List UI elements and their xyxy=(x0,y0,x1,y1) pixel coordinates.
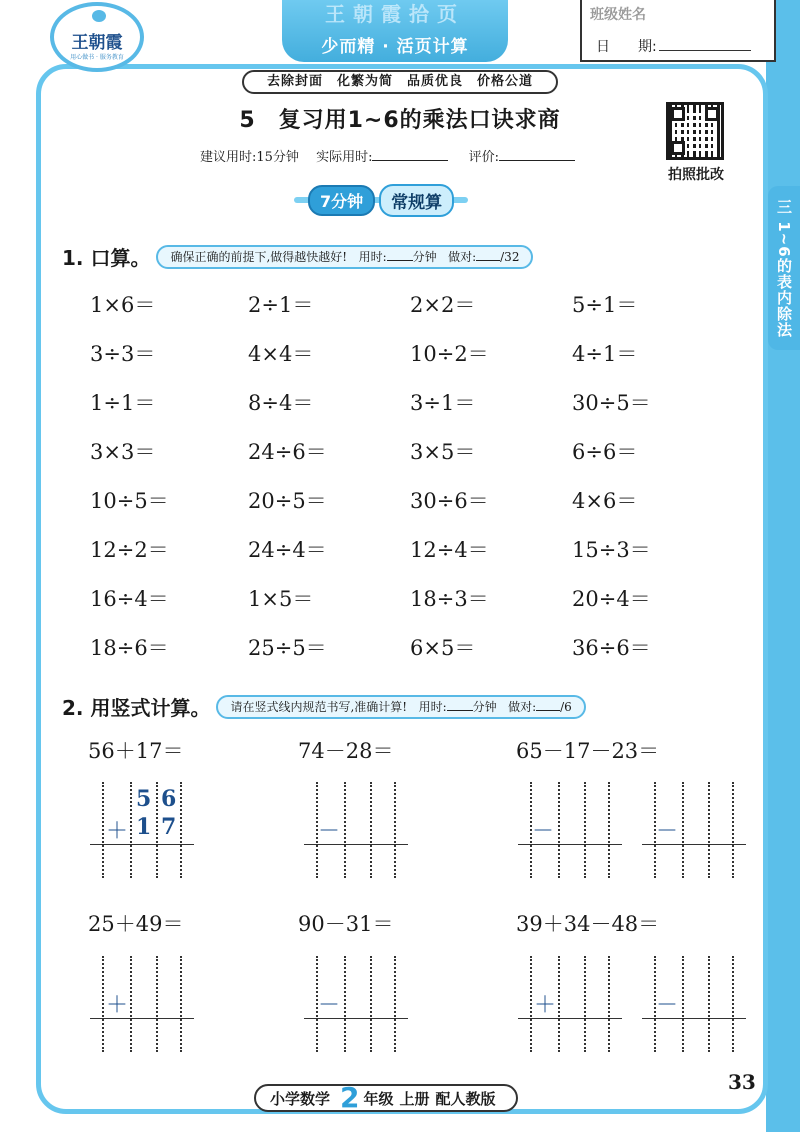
actual-time-blank[interactable] xyxy=(372,149,448,161)
mental-math-problem[interactable]: 1×5＝ xyxy=(248,587,314,611)
vertical-problem: 39＋34－48＝ xyxy=(516,912,660,936)
mental-math-problem[interactable]: 18÷3＝ xyxy=(410,587,489,611)
badge-time: 7分钟 xyxy=(308,185,375,216)
mental-math-problem[interactable]: 6÷6＝ xyxy=(572,440,638,464)
footer-edition: 配人教版 xyxy=(435,1089,496,1108)
time-unit: 分钟 xyxy=(412,249,437,264)
mental-math-problem[interactable]: 2×2＝ xyxy=(410,293,476,317)
mental-math-problem[interactable]: 18÷6＝ xyxy=(90,636,169,660)
qr-code-icon[interactable] xyxy=(666,102,724,160)
grid-line xyxy=(344,956,346,1052)
lesson-subtitle xyxy=(200,146,591,165)
header-banner xyxy=(282,0,508,62)
grid-line xyxy=(530,956,532,1052)
example-digit: 1 xyxy=(136,814,152,840)
mental-math-problem[interactable]: 3×5＝ xyxy=(410,440,476,464)
mental-math-problem[interactable]: 20÷5＝ xyxy=(248,489,327,513)
qr-label: 拍照批改 xyxy=(668,167,724,183)
mental-math-problem[interactable]: 2÷1＝ xyxy=(248,293,314,317)
minus-sign: － xyxy=(656,819,679,844)
mental-math-problem[interactable]: 24÷6＝ xyxy=(248,440,327,464)
vertical-problem: 74－28＝ xyxy=(298,739,394,763)
page-number: 33 xyxy=(728,1070,756,1094)
grid-line xyxy=(558,782,560,878)
qr-corner-icon xyxy=(671,107,685,121)
footer-subject: 小学数学 xyxy=(270,1089,331,1108)
vertical-problem: 56＋17＝ xyxy=(88,739,184,763)
grid-line xyxy=(102,956,104,1052)
section-2-heading xyxy=(62,692,586,721)
grid-line xyxy=(130,956,132,1052)
logo-emblem-icon xyxy=(92,10,106,22)
grid-line xyxy=(558,956,560,1052)
vertical-work-area[interactable] xyxy=(90,956,194,1052)
minus-sign: － xyxy=(318,993,341,1018)
grid-line xyxy=(180,956,182,1052)
logo-subtitle: 用心做书 · 服务教育 xyxy=(70,54,124,61)
grid-line xyxy=(608,956,610,1052)
mental-math-problem[interactable]: 5÷1＝ xyxy=(572,293,638,317)
section-1-title: 1. 口算。 xyxy=(62,246,151,270)
exercise-badge xyxy=(308,186,454,214)
minus-sign: － xyxy=(318,819,341,844)
grid-line xyxy=(156,956,158,1052)
mental-math-problem[interactable]: 10÷2＝ xyxy=(410,342,489,366)
example-digit: 7 xyxy=(161,814,177,840)
date-blank[interactable] xyxy=(659,37,751,51)
evaluation-blank[interactable] xyxy=(499,149,575,161)
mental-math-problem[interactable]: 6×5＝ xyxy=(410,636,476,660)
grid-line xyxy=(584,782,586,878)
qr-corner-icon xyxy=(671,141,685,155)
vertical-problem: 65－17－23＝ xyxy=(516,739,660,763)
footer-grade: 2 xyxy=(340,1081,360,1114)
plus-sign: ＋ xyxy=(106,819,129,844)
mental-math-problem[interactable]: 4÷1＝ xyxy=(572,342,638,366)
mental-math-problem[interactable]: 4×4＝ xyxy=(248,342,314,366)
instruction-text: 确保正确的前提下,做得越快越好! xyxy=(170,249,348,264)
mental-math-grid xyxy=(90,287,690,679)
grid-line xyxy=(584,956,586,1052)
footer-volume: 上册 xyxy=(399,1089,430,1108)
mental-math-problem[interactable]: 30÷5＝ xyxy=(572,391,651,415)
qr-corner-icon xyxy=(705,107,719,121)
mental-math-problem[interactable]: 12÷4＝ xyxy=(410,538,489,562)
mental-math-problem[interactable]: 4×6＝ xyxy=(572,489,638,513)
date-label: 日 期: xyxy=(596,39,657,55)
banner-top-text: 王朝霞拾页 xyxy=(325,2,465,26)
vertical-work-area[interactable] xyxy=(642,782,746,878)
class-name-label: 班级姓名 xyxy=(590,7,646,23)
grid-line xyxy=(708,782,710,878)
lesson-title: 5 复习用1~6的乘法口诀求商 xyxy=(239,108,561,133)
grid-line xyxy=(732,782,734,878)
banner-slogan: 少而精 · 活页计算 xyxy=(321,37,469,57)
mental-math-problem[interactable]: 24÷4＝ xyxy=(248,538,327,562)
grid-line xyxy=(682,782,684,878)
mental-math-problem[interactable]: 3÷3＝ xyxy=(90,342,156,366)
section-1-heading xyxy=(62,242,533,271)
side-strip xyxy=(766,0,800,1132)
vertical-work-area[interactable] xyxy=(642,956,746,1052)
grid-line xyxy=(370,782,372,878)
grid-line xyxy=(394,956,396,1052)
chapter-side-tab: 三 1~6的表内除法 xyxy=(768,186,800,350)
mental-math-problem[interactable]: 8÷4＝ xyxy=(248,391,314,415)
mental-math-problem[interactable]: 20÷4＝ xyxy=(572,587,651,611)
time-blank[interactable] xyxy=(447,699,473,711)
mental-math-problem[interactable]: 3×3＝ xyxy=(90,440,156,464)
mental-math-problem[interactable]: 10÷5＝ xyxy=(90,489,169,513)
grid-line xyxy=(708,956,710,1052)
correct-total: /32 xyxy=(500,249,520,264)
time-label: 用时: xyxy=(418,699,447,714)
minus-sign: － xyxy=(532,819,555,844)
plus-sign: ＋ xyxy=(106,993,129,1018)
vertical-work-area[interactable] xyxy=(518,956,622,1052)
time-unit: 分钟 xyxy=(472,699,497,714)
mental-math-problem[interactable]: 3÷1＝ xyxy=(410,391,476,415)
instruction-text: 请在竖式线内规范书写,准确计算! xyxy=(230,699,408,714)
minus-sign: － xyxy=(656,993,679,1018)
section-2-instruction xyxy=(216,695,585,719)
grid-line xyxy=(130,782,132,878)
date-field[interactable] xyxy=(596,36,751,56)
vertical-work-area[interactable] xyxy=(518,782,622,878)
vertical-work-area[interactable] xyxy=(304,782,408,878)
mental-math-problem[interactable]: 30÷6＝ xyxy=(410,489,489,513)
correct-blank[interactable] xyxy=(476,249,500,261)
correct-total: /6 xyxy=(560,699,572,714)
correct-label: 做对: xyxy=(448,249,477,264)
suggested-time: 建议用时:15分钟 xyxy=(200,150,299,165)
actual-time-label: 实际用时: xyxy=(316,150,373,165)
time-blank[interactable] xyxy=(387,249,413,261)
mental-math-problem[interactable]: 25÷5＝ xyxy=(248,636,327,660)
grid-line xyxy=(394,782,396,878)
vertical-work-area[interactable] xyxy=(304,956,408,1052)
mental-math-problem[interactable]: 16÷4＝ xyxy=(90,587,169,611)
logo-name: 王朝霞 xyxy=(71,33,123,53)
grid-line xyxy=(180,782,182,878)
example-digit: 5 xyxy=(136,786,152,812)
footer-banner xyxy=(254,1081,518,1114)
grid-line xyxy=(608,782,610,878)
vertical-work-area[interactable] xyxy=(90,782,194,878)
grid-line xyxy=(344,782,346,878)
mental-math-problem[interactable]: 15÷3＝ xyxy=(572,538,651,562)
section-2-title: 2. 用竖式计算。 xyxy=(62,696,211,720)
plus-sign: ＋ xyxy=(534,993,557,1018)
motto-banner: 去除封面 化繁为简 品质优良 价格公道 xyxy=(242,70,558,94)
grid-line xyxy=(156,782,158,878)
time-label: 用时: xyxy=(358,249,387,264)
correct-blank[interactable] xyxy=(536,699,560,711)
grid-line xyxy=(370,956,372,1052)
mental-math-problem[interactable]: 36÷6＝ xyxy=(572,636,651,660)
correct-label: 做对: xyxy=(508,699,537,714)
badge-type: 常规算 xyxy=(379,184,454,217)
example-digit: 6 xyxy=(161,786,177,812)
footer-grade-suffix: 年级 xyxy=(363,1089,394,1108)
vertical-problem: 25＋49＝ xyxy=(88,912,184,936)
grid-line xyxy=(682,956,684,1052)
evaluation-label: 评价: xyxy=(468,150,499,165)
vertical-problem: 90－31＝ xyxy=(298,912,394,936)
grid-line xyxy=(732,956,734,1052)
publisher-logo xyxy=(50,2,144,72)
mental-math-problem[interactable]: 1÷1＝ xyxy=(90,391,156,415)
grid-line xyxy=(102,782,104,878)
mental-math-problem[interactable]: 12÷2＝ xyxy=(90,538,169,562)
section-1-instruction xyxy=(156,245,533,269)
student-info-box xyxy=(580,0,776,62)
mental-math-problem[interactable]: 1×6＝ xyxy=(90,293,156,317)
